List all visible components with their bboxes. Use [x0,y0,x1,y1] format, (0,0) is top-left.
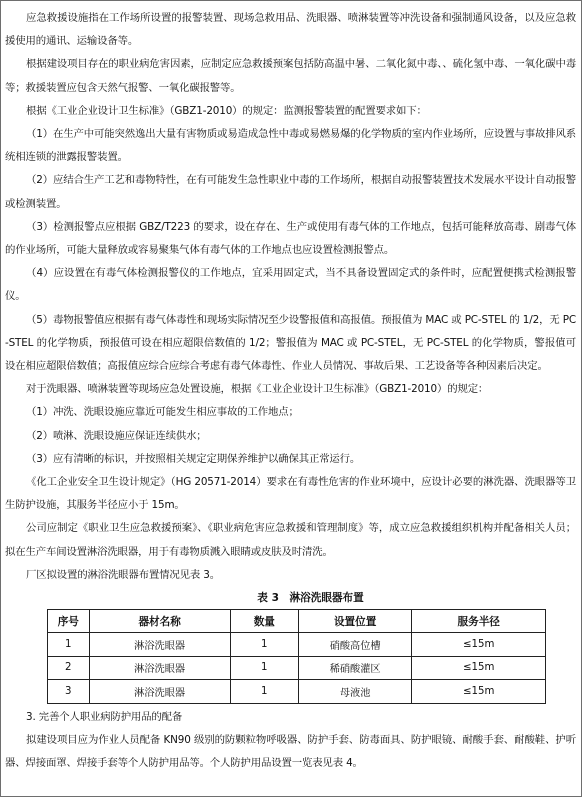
paragraph-alarm-item-2: （2）应结合生产工艺和毒物特性，在有可能发生急性职业中毒的工作场所，根据自动报警装置技术发展水平设计自动报警或检测装置。 [5,174,576,210]
eyewash-table [47,609,546,704]
paragraph-alarm-item-5: （5）毒物报警值应根据有毒气体毒性和现场实际情况至少设警报值和高报值。预报值为 MAC 或 PC-STEL 的 1/2，无 PC-STEL 的化学物质，预报值可设在相应超限倍数值的 1/2；警报值为 MAC 或 PC-STEL，无 PC-STEL 的化学物质，警报值可设在相应超限倍数值；高报值应综合应综合考虑有毒气体毒性、作业人员情况、事故后果、工艺设备等各种因素后决定。 [5,313,576,373]
paragraph-alarm-item-3: （3）检测报警点应根据 GBZ/T223 的要求，设在存在、生产或使用有毒气体的工作地点，包括可能释放高毒、剧毒气体的作业场所，可能大量释放或容易聚集气体有毒气体的工作地点也应设置检测报警点。 [5,220,576,257]
paragraph-emergency-facilities: 应急救援设施指在工作场所设置的报警装置、现场急救用品、洗眼器、喷淋装置等冲洗设备和强制通风设备，以及应急救援使用的通讯、运输设备等。 [5,12,576,48]
cell-equipment-name: 淋浴洗眼器 [89,633,230,657]
paragraph-gbz1-alarm-intro: 根据《工业企业设计卫生标准》（GBZ1-2010）的规定：监测报警装置的配置要求如下： [26,104,427,117]
cell-quantity: 1 [230,656,298,680]
cell-location: 稀硝酸灌区 [298,656,412,680]
header-location: 设置位置 [298,610,412,633]
table-caption: 表 3 淋浴洗眼器布置 [257,592,364,605]
table-header-row [48,610,546,633]
paragraph-eyewash-item-3: （3）应有清晰的标识，并按照相关规定定期保养维护以确保其正常运行。 [26,452,361,465]
paragraph-eyewash-item-2: （2）喷淋、洗眼设施应保证连续供水； [26,429,207,442]
cell-index: 1 [48,633,90,657]
paragraph-emergency-plan: 根据建设项目存在的职业病危害因素，应制定应急救援预案包括防高温中暑、二氧化氮中毒、、硫化氢中毒、一氧化碳中毒等；救援装置应包含天然气报警、一氧化碳报警等。 [5,58,576,94]
header-quantity: 数量 [230,610,298,633]
cell-quantity: 1 [230,680,298,704]
header-service-radius: 服务半径 [412,610,546,633]
paragraph-alarm-item-4: （4）应设置在有毒气体检测报警仪的工作地点，宜采用固定式，当不具备设置固定式的条件时，应配置便携式检测报警仪。 [5,267,576,303]
cell-equipment-name: 淋浴洗眼器 [89,656,230,680]
paragraph-eyewash-intro: 对于洗眼器、喷淋装置等现场应急处置设施，根据《工业企业设计卫生标准》（GBZ1-2010）的规定： [26,383,489,396]
cell-quantity: 1 [230,633,298,657]
paragraph-ppe: 拟建设项目应为作业人员配备 KN90 级别的防颗粒物呼吸器、防护手套、防毒面具、防护眼镜、耐酸手套、耐酸鞋、护听器、焊接面罩、焊接手套等个人防护用品等。个人防护用品设置一览表见表 4。 [5,733,576,769]
cell-service-radius: ≤15m [412,680,546,704]
cell-service-radius: ≤15m [412,656,546,680]
cell-service-radius: ≤15m [412,633,546,657]
cell-index: 3 [48,680,90,704]
header-equipment-name: 器材名称 [89,610,230,633]
section-heading-ppe: 3. 完善个人职业病防护用品的配备 [26,710,183,723]
table-row [48,680,546,704]
paragraph-eyewash-item-1: （1）冲洗、洗眼设施应靠近可能发生相应事故的工作地点； [26,406,299,419]
paragraph-company-plan: 公司应制定《职业卫生应急救援预案》、《职业病危害应急救援和管理制度》等，成立应急救援组织机构并配备相关人员；拟在生产车间设置淋浴洗眼器，用于有毒物质溅入眼睛或皮肤及时清洗。 [5,522,576,558]
header-index: 序号 [48,610,90,633]
cell-location: 母液池 [298,680,412,704]
cell-location: 硝酸高位槽 [298,633,412,657]
cell-index: 2 [48,656,90,680]
paragraph-alarm-item-1: （1）在生产中可能突然逸出大量有害物质或易造成急性中毒或易燃易爆的化学物质的室内作业场所，应设置与事故排风系统相连锁的泄露报警装置。 [5,128,576,164]
table-row [48,656,546,680]
paragraph-hg20571: 《化工企业安全卫生设计规定》（HG 20571-2014）要求在有毒性危害的作业环境中，应设计必要的淋洗器、洗眼器等卫生防护设施，其服务半径应小于 15m。 [5,476,576,512]
table-row [48,633,546,657]
paragraph-table-reference: 厂区拟设置的淋浴洗眼器布置情况见表 3。 [26,568,220,581]
cell-equipment-name: 淋浴洗眼器 [89,680,230,704]
